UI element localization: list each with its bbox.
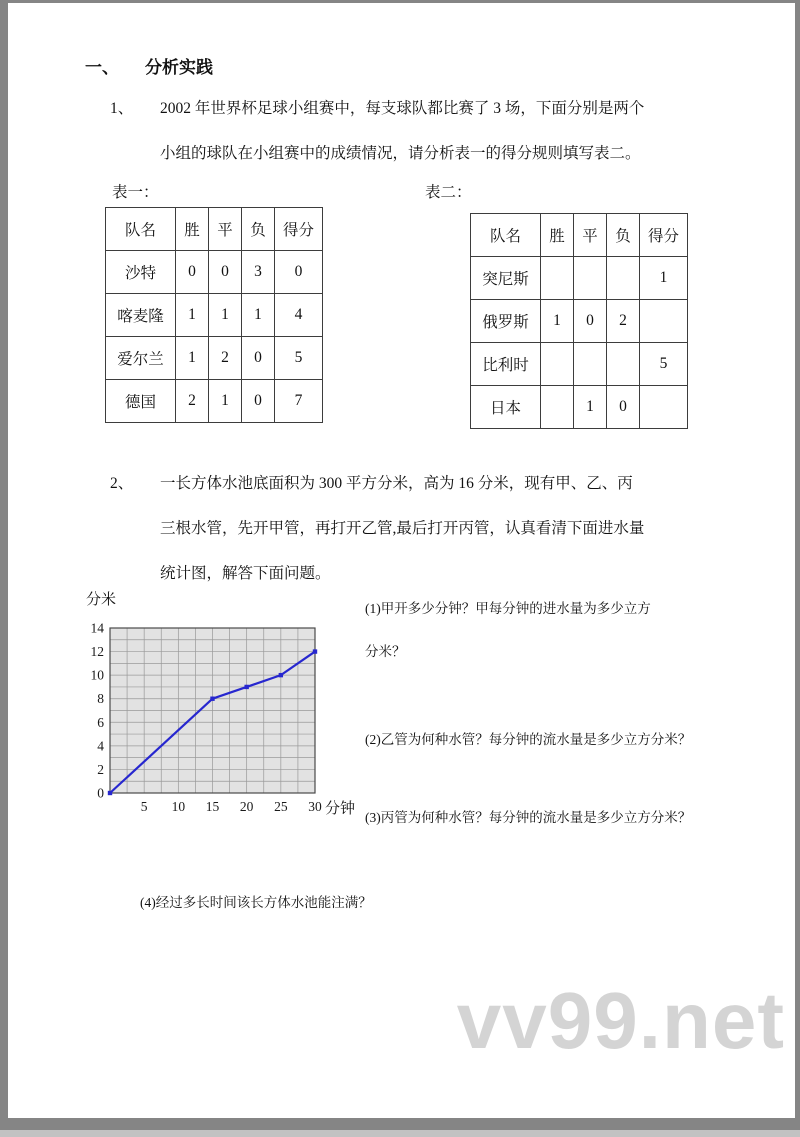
table-cell	[607, 343, 640, 386]
table-cell: 日本	[471, 386, 541, 429]
y-tick-label: 8	[97, 691, 104, 707]
table-cell: 1	[176, 337, 209, 380]
table-row	[106, 380, 323, 423]
table-cell	[541, 343, 574, 386]
table-cell: 爱尔兰	[106, 337, 176, 380]
y-tick-label: 2	[97, 761, 104, 777]
sub-question-1-line-1: (1)甲开多少分钟？甲每分钟的进水量为多少立方	[365, 601, 651, 616]
table-cell: 1	[242, 294, 275, 337]
table-cell: 0	[574, 300, 607, 343]
column-header: 胜	[176, 208, 209, 251]
section-title	[85, 53, 213, 78]
chart-svg	[84, 616, 344, 816]
table-cell: 2	[607, 300, 640, 343]
y-tick-label: 0	[97, 785, 104, 801]
table-1-caption: 表一：	[112, 184, 159, 201]
column-header: 胜	[541, 214, 574, 257]
column-header: 负	[242, 208, 275, 251]
column-header: 负	[607, 214, 640, 257]
data-point-marker	[108, 791, 112, 795]
table-cell: 5	[640, 343, 688, 386]
x-tick-label: 25	[274, 799, 288, 814]
table-cell: 俄罗斯	[471, 300, 541, 343]
table-cell: 1	[574, 386, 607, 429]
question-1-text-line-1: 2002 年世界杯足球小组赛中，每支球队都比赛了 3 场，下面分别是两个	[160, 100, 645, 117]
worksheet-page	[8, 3, 795, 1118]
section-number: 一、	[85, 58, 119, 77]
data-point-marker	[244, 685, 248, 689]
question-2-number: 2、	[110, 475, 134, 492]
column-header: 队名	[471, 214, 541, 257]
table-cell: 0	[209, 251, 242, 294]
table-cell: 0	[607, 386, 640, 429]
table-row	[471, 300, 688, 343]
table-header-row	[106, 208, 323, 251]
table-cell	[574, 343, 607, 386]
column-header: 得分	[640, 214, 688, 257]
y-tick-label: 10	[90, 667, 104, 683]
x-tick-label: 30	[308, 799, 322, 814]
table-cell: 0	[176, 251, 209, 294]
table-row	[471, 257, 688, 300]
table-cell: 5	[275, 337, 323, 380]
column-header: 队名	[106, 208, 176, 251]
table-cell: 0	[242, 380, 275, 423]
table-cell: 2	[209, 337, 242, 380]
watermark: vv99.net	[456, 976, 785, 1065]
x-tick-label: 10	[171, 799, 186, 814]
x-tick-label: 5	[140, 799, 148, 814]
table-cell: 0	[242, 337, 275, 380]
table-cell: 沙特	[106, 251, 176, 294]
y-tick-label: 12	[90, 644, 104, 660]
table-cell: 1	[209, 294, 242, 337]
table-header-row	[471, 214, 688, 257]
table-cell: 7	[275, 380, 323, 423]
section-title-text: 分析实践	[145, 58, 213, 77]
column-header: 平	[574, 214, 607, 257]
y-tick-label: 14	[90, 620, 104, 636]
page-bottom-edge	[0, 1130, 800, 1137]
table-cell: 比利时	[471, 343, 541, 386]
question-2-text-line-1: 一长方体水池底面积为 300 平方分米，高为 16 分米，现有甲、乙、丙	[160, 475, 633, 492]
table-row	[106, 337, 323, 380]
question-2-text-line-2: 三根水管，先开甲管，再打开乙管,最后打开丙管，认真看清下面进水量	[160, 520, 645, 537]
table-cell: 1	[541, 300, 574, 343]
table-2-caption: 表二：	[425, 184, 472, 201]
table-cell	[574, 257, 607, 300]
sub-question-1-line-2: 分米？	[365, 644, 406, 659]
question-2-text-line-3: 统计图，解答下面问题。	[160, 565, 331, 582]
y-tick-label: 6	[97, 714, 104, 730]
x-tick-label: 15	[205, 799, 220, 814]
y-tick-label: 4	[97, 738, 104, 754]
table-2	[470, 213, 688, 429]
table-row	[471, 386, 688, 429]
table-cell	[607, 257, 640, 300]
chart-x-axis-label: 分钟	[325, 801, 356, 817]
sub-question-3: (3)丙管为何种水管？每分钟的流水量是多少立方分米？	[365, 810, 692, 825]
sub-question-2: (2)乙管为何种水管？每分钟的流水量是多少立方分米？	[365, 732, 692, 747]
table-cell: 1	[176, 294, 209, 337]
data-point-marker	[313, 649, 317, 653]
data-point-marker	[279, 673, 283, 677]
sub-question-4: (4)经过多长时间该长方体水池能注满？	[140, 895, 372, 910]
data-point-marker	[210, 697, 214, 701]
question-1-text-line-2: 小组的球队在小组赛中的成绩情况，请分析表一的得分规则填写表二。	[160, 145, 641, 162]
table-cell	[640, 386, 688, 429]
table-cell: 2	[176, 380, 209, 423]
column-header: 得分	[275, 208, 323, 251]
table-cell: 1	[640, 257, 688, 300]
table-cell: 喀麦隆	[106, 294, 176, 337]
table-cell	[541, 386, 574, 429]
table-1	[105, 207, 323, 423]
table-cell: 德国	[106, 380, 176, 423]
x-tick-label: 20	[239, 799, 254, 814]
table-cell: 4	[275, 294, 323, 337]
column-header: 平	[209, 208, 242, 251]
table-cell	[541, 257, 574, 300]
table-cell: 0	[275, 251, 323, 294]
table-cell: 3	[242, 251, 275, 294]
table-cell: 1	[209, 380, 242, 423]
table-row	[106, 251, 323, 294]
table-row	[106, 294, 323, 337]
table-cell: 突尼斯	[471, 257, 541, 300]
question-1-number: 1、	[110, 100, 134, 117]
chart-y-axis-label: 分米	[86, 592, 117, 608]
table-cell	[640, 300, 688, 343]
table-row	[471, 343, 688, 386]
